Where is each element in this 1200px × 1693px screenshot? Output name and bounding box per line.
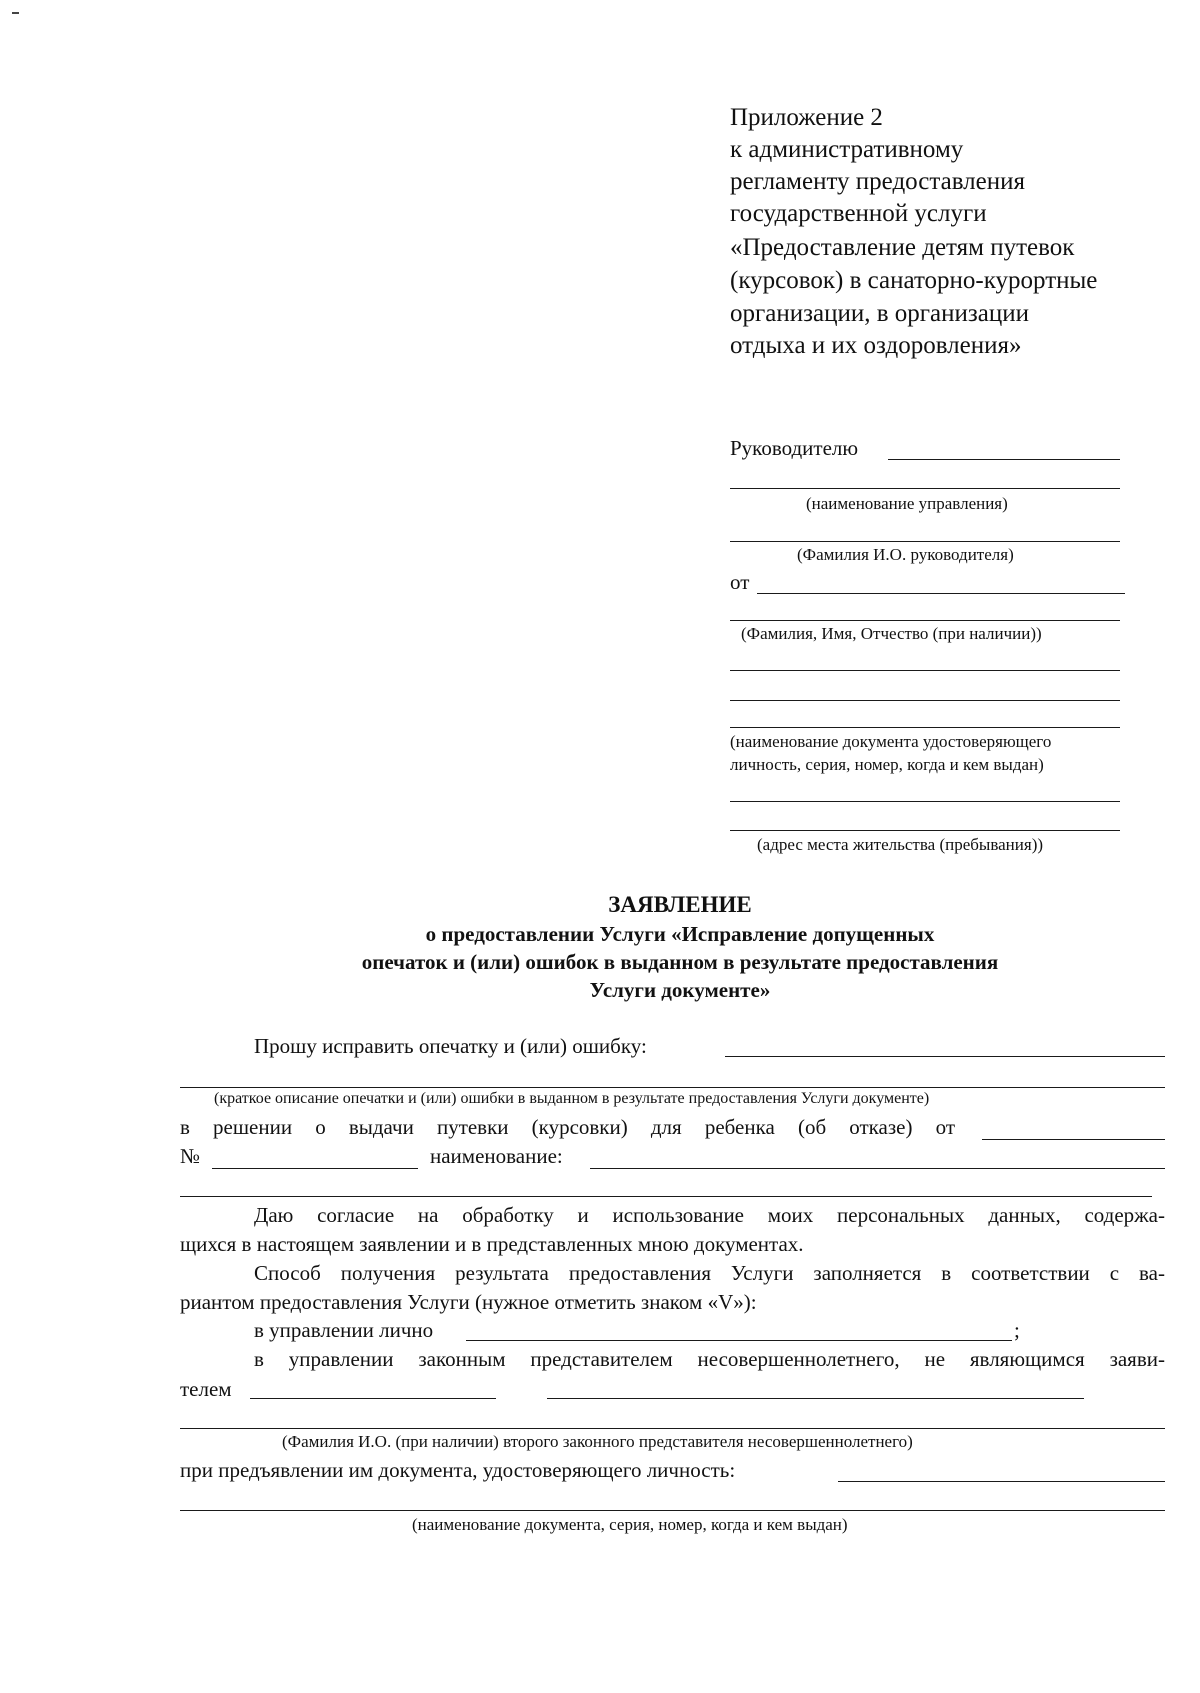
appendix-title: Приложение 2: [730, 104, 883, 131]
id-doc-caption: личность, серия, номер, когда и кем выдан): [730, 755, 1044, 774]
applicant-field-2[interactable]: [730, 620, 1120, 621]
option-rep-text: телем: [180, 1377, 232, 1401]
consent-text: Даю согласие на обработку и использование моих персональных данных, содержа-: [254, 1203, 1165, 1227]
method-text: Способ получения результата предоставления Услуги заполняется в соответствии с ва-: [254, 1261, 1165, 1285]
error-caption: (краткое описание опечатки и (или) ошибки в выданном в результате предоставления Услуги документе): [214, 1090, 930, 1107]
id-doc-field-3[interactable]: [730, 727, 1120, 728]
from-label: от: [730, 570, 750, 594]
title-subline: опечаток и (или) ошибок в выданном в результате предоставления: [361, 950, 999, 974]
option-rep-field-2[interactable]: [547, 1398, 1084, 1399]
title-subline: о предоставлении Услуги «Исправление допущенных: [425, 922, 935, 946]
department-field[interactable]: [730, 488, 1120, 489]
decision-name-field-1[interactable]: [590, 1168, 1165, 1169]
decision-text: в решении о выдачи путевки (курсовки) для ребенка (об отказе) от: [180, 1115, 955, 1139]
decision-name-field-2[interactable]: [180, 1196, 1152, 1197]
department-caption: (наименование управления): [806, 494, 1008, 513]
appendix-line: организации, в организации: [730, 300, 1029, 327]
rep-fio-caption: (Фамилия И.О. (при наличии) второго законного представителя несовершеннолетнего): [282, 1432, 913, 1451]
head-fio-caption: (Фамилия И.О. руководителя): [797, 545, 1014, 564]
applicant-caption: (Фамилия, Имя, Отчество (при наличии)): [741, 624, 1042, 643]
appendix-line: отдыха и их оздоровления»: [730, 332, 1022, 359]
id-doc-caption: (наименование документа удостоверяющего: [730, 732, 1052, 751]
appendix-line: «Предоставление детям путевок: [730, 234, 1075, 261]
id-doc-field-1[interactable]: [730, 670, 1120, 671]
option-rep-field-1[interactable]: [250, 1398, 496, 1399]
method-text: риантом предоставления Услуги (нужное отметить знаком «V»):: [180, 1290, 757, 1314]
option-personal-label: в управлении лично: [254, 1318, 434, 1342]
rep-fio-field[interactable]: [180, 1428, 1165, 1429]
request-text: Прошу исправить опечатку и (или) ошибку:: [254, 1034, 647, 1058]
head-fio-field[interactable]: [730, 541, 1120, 542]
appendix-line: (курсовок) в санаторно-курортные: [730, 267, 1098, 294]
option-personal-field[interactable]: [466, 1340, 1012, 1341]
appendix-line: регламенту предоставления: [730, 168, 1026, 195]
address-caption: (адрес места жительства (пребывания)): [757, 835, 1044, 854]
id-doc-field-2[interactable]: [730, 700, 1120, 701]
error-field-2[interactable]: [180, 1087, 1165, 1088]
option-rep-text: в управлении законным представителем несовершеннолетнего, не являющимся заяви-: [254, 1347, 1165, 1371]
decision-date-field[interactable]: [982, 1139, 1165, 1140]
presenting-doc-field-2[interactable]: [180, 1510, 1165, 1511]
presenting-doc-field-1[interactable]: [838, 1481, 1165, 1482]
option-personal-end: ;: [1014, 1318, 1020, 1342]
presenting-text: при предъявлении им документа, удостоверяющего личность:: [180, 1458, 736, 1482]
applicant-field-1[interactable]: [757, 593, 1125, 594]
scan-mark: [12, 12, 19, 14]
presenting-doc-caption: (наименование документа, серия, номер, когда и кем выдан): [412, 1515, 848, 1534]
address-field-1[interactable]: [730, 801, 1120, 802]
address-field-2[interactable]: [730, 830, 1120, 831]
title-subline: Услуги документе»: [589, 978, 771, 1002]
consent-text: щихся в настоящем заявлении и в представленных мною документах.: [180, 1232, 804, 1256]
appendix-line: к административному: [730, 136, 964, 163]
head-name-field[interactable]: [888, 459, 1120, 460]
to-head-label: Руководителю: [730, 436, 859, 460]
number-sign: №: [180, 1144, 201, 1168]
decision-number-field[interactable]: [212, 1168, 418, 1169]
name-label: наименование:: [430, 1144, 563, 1168]
appendix-line: государственной услуги: [730, 200, 987, 227]
error-field-1[interactable]: [725, 1056, 1165, 1057]
page-title: ЗАЯВЛЕНИЕ: [608, 892, 752, 917]
